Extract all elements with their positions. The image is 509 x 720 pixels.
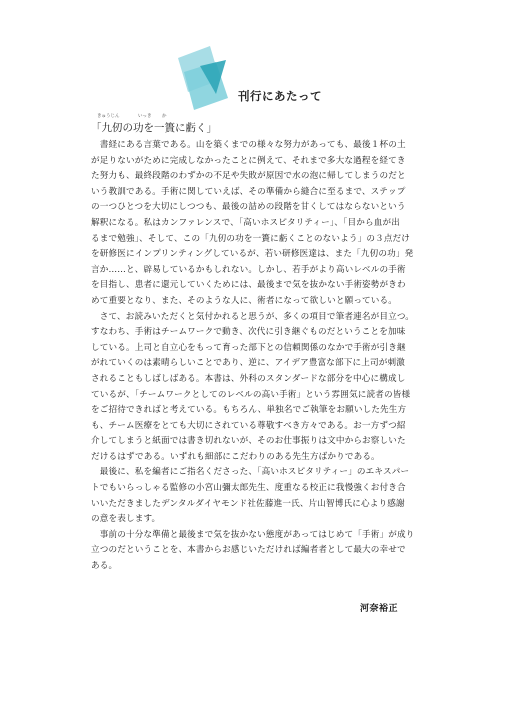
body-line: 立つのだということを、本書からお感じいただければ編者者として最大の幸せで	[91, 545, 406, 556]
body-line: た努力も、最終段階のわずかの不足や失敗が原因で水の泡に帰してしまうのだと	[91, 171, 406, 182]
body-line: 事前の十分な準備と最後まで気を抜かない態度があってはじめて「手術」が成り	[91, 529, 415, 540]
body-line: がれていくのは素晴らしいことであり、逆に、アイデア豊富な部下に上司が刺激	[91, 358, 406, 369]
body-text	[91, 138, 421, 575]
body-line: いいただきましたデンタルダイヤモンド社佐藤進一氏、片山智博氏に心より感謝	[91, 498, 405, 509]
body-line: さて、お読みいただくと気付かれると思うが、多くの項目で筆者連名が目立つ。	[91, 311, 415, 322]
author-name: 河奈裕正	[360, 604, 399, 614]
body-line: の意を表します。	[91, 514, 161, 525]
body-line: されることもしばしばある。本書は、外科のスタンダードな部分を中心に構成し	[91, 373, 406, 384]
body-line: めて重要となり、また、そのような人に、術者になって欲しいと願っている。	[91, 295, 398, 306]
body-line: 介してしまうと紙面では書き切れないが、そのお仕事振りは文中からお察しいた	[91, 436, 406, 447]
body-line: ある。	[91, 561, 118, 572]
body-line: 言か……と、辟易しているかもしれない。しかし、若手がより高いレベルの手術	[91, 264, 406, 275]
body-line: だけるはずである。いずれも細部にこだわりのある先生方ばかりである。	[91, 451, 380, 462]
section-logo	[170, 44, 240, 114]
body-line: いう教訓である。手術に関していえば、その準備から縫合に至るまで、ステップ	[91, 186, 406, 197]
epigraph: 「九仞の功を一簣に虧く」	[91, 122, 217, 134]
body-line: を研修医にインプリンティングしているが、若い研修医達は、また「九仞の功」発	[91, 249, 414, 260]
body-line: ているが、「チームワークとしてのレベルの高い手術」という雰囲気に読者の皆様	[91, 389, 411, 400]
body-line: 解釈になる。私はカンファレンスで、「高いホスピタリティー」、「目から血が出	[91, 217, 400, 228]
body-line: 書経にある言葉である。山を築くまでの様々な努力があっても、最後１杯の土	[91, 140, 406, 150]
body-line: を目指し、患者に還元していくためには、最後まで気を抜かない手術姿勢がきわ	[91, 280, 406, 291]
body-line: の一つひとつを大切にしつつも、最後の詰めの段階を甘くしてはならないという	[91, 202, 406, 213]
ruby-ka: か	[162, 114, 167, 119]
body-line: している。上司と自立心をもって育った部下との信頼関係のなかで手術が引き継	[91, 342, 406, 353]
body-line: トでもいらっしゃる監修の小宮山彌太郎先生、度重なる校正に我慢強くお付き合	[91, 483, 406, 494]
body-line: をご招待できればと考えている。もちろん、単独名でご執筆をお願いした先生方	[91, 405, 407, 416]
ruby-ikki: いっき	[138, 114, 152, 119]
body-line: も、チーム医療をとても大切にされている尊敬すべき方々である。お一方ずつ紹	[91, 420, 406, 431]
body-line: が足りないがために完成しなかったことに例えて、それまで多大な過程を経てき	[91, 155, 406, 166]
body-line: 最後に、私を編者にご指名くださった、「高いホスピタリティー」のエキスパー	[91, 467, 410, 478]
body-line: るまで勉強」、そして、この「九仞の功を一簣に虧くことのないよう」の３点だけ	[91, 233, 411, 244]
page-title: 刊行にあたって	[238, 89, 322, 103]
ruby-kyujin: きゅうじん	[97, 114, 120, 119]
body-line: すなわち、手術はチームワークで動き、次代に引き継ぐものだということを加味	[91, 327, 406, 338]
